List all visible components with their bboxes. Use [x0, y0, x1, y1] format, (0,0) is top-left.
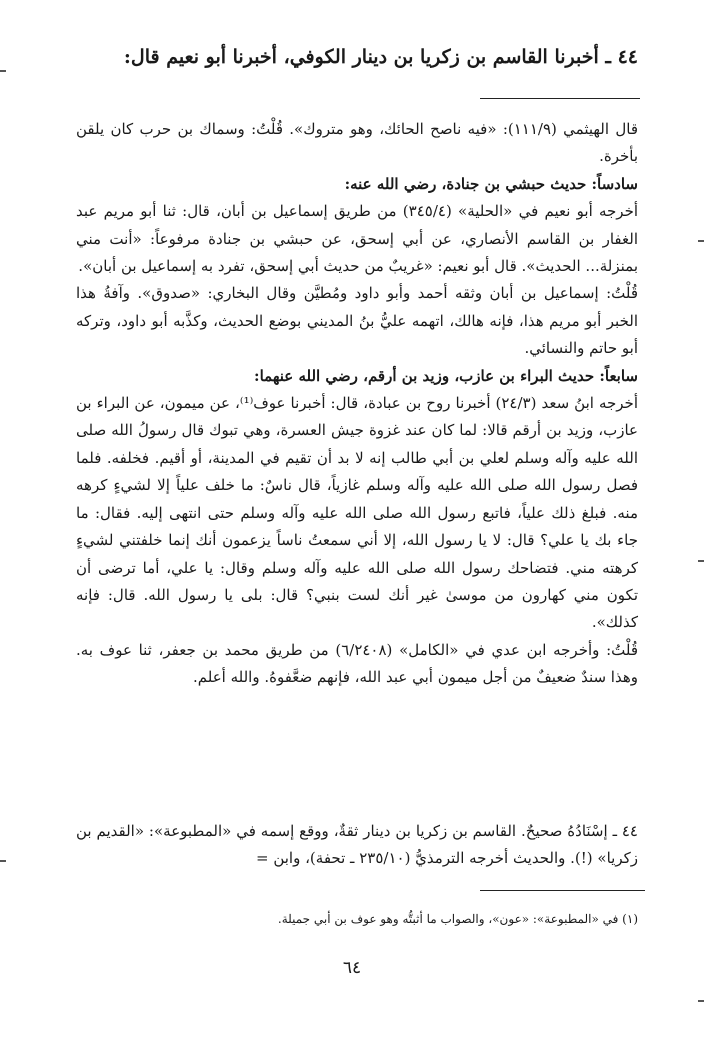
paragraph: قُلْتُ: وأخرجه ابن عدي في «الكامل» (٦/٢٤٠٨) من طريق محمد بن جعفر، ثنا عوف به. وهذا سندٌ ضعيفٌ من أجل ميمون أبي عبد الله، فإنهم ضعَّفوهُ. والله أعلم.	[76, 640, 638, 687]
paragraph: قُلْتُ: إسماعيل بن أبان وثقه أحمد وأبو داود ومُطيَّن وقال البخاري: «صدوق». وآفةُ هذا الخبر أبو مريم هذا، فإنه هالك، اتهمه عليُّ بنُ المديني بوضع الحديث، وكذَّبه أبو داود، وتركه أبو حاتم والنسائي.	[76, 284, 638, 358]
running-head: ٤٤ ـ أخبرنا القاسم بن زكريا بن دينار الكوفي، أخبرنا أبو نعيم قال:	[123, 46, 638, 68]
paragraph: أخرجه ابنُ سعد (٢٤/٣) أخبرنا روح بن عبادة، قال: أخبرنا عوف⁽¹⁾، عن ميمون، عن البراء بن عازب، وزيد بن أرقم قالا: لما كان عند غزوة جيش العسرة، وهي تبوك قال رسولُ الله صلى الله عليه وآله وسلم لعلي بن أبي طالب إنه لا بد أن تقيم في المدينة، أو أقيم. فخلفه. فلما فصل رسول الله صلى الله عليه وآله وسلم غازياً، قال ناسٌ: ما خلف علياً إلا لشيءٍ كرهه منه. فبلغ ذلك علياً، فاتبع رسول الله صلى الله عليه وآله وسلم حتى انتهى إليه. فقال: ما جاء بك يا علي؟ قال: لا يا رسول الله، إلا أني سمعتُ ناساً يزعمون أنك إنما خلفتني لشيءٍ كرهته مني. فتضاحك رسول الله صلى الله عليه وآله وسلم وقال: يا علي، أما ترضى أن تكون مني كهارون من موسىٰ غير أنك لست بنبي؟ قال: بلى يا رسول الله. قال: فإنه كذلك».	[76, 394, 638, 632]
footnote: (١) في «المطبوعة»: «عون»، والصواب ما أثبتُّه وهو عوف بن أبي جميلة.	[277, 912, 638, 926]
margin-mark	[698, 560, 704, 562]
note-text: ٤٤ ـ إسْنَادُهُ صحيحٌ. القاسم بن زكريا بن دينار ثقةٌ، ووقع إسمه في «المطبوعة»: «القديم بن زكريا» (!). والحديث أخرجه الترمذيُّ (٢٣٥/١٠ ـ تحفة)، وابن =	[76, 822, 638, 867]
section-heading: سادساً: حديث حبشي بن جنادة، رضي الله عنه:	[344, 174, 638, 193]
header-rule	[480, 98, 640, 99]
page-number: ٦٤	[342, 958, 362, 978]
footnote-rule	[480, 890, 645, 891]
main-text	[76, 116, 638, 692]
section-heading: سابعاً: حديث البراء بن عازب، وزيد بن أرقم، رضي الله عنهما:	[254, 366, 638, 385]
paragraph: قال الهيثمي (١١١/٩): «فيه ناصح الحائك، وهو متروك». قُلْتُ: وسماك بن حرب كان يلقن بأخرة.	[76, 120, 638, 166]
commentary-note	[76, 818, 638, 872]
margin-mark	[698, 1000, 704, 1002]
margin-mark	[0, 70, 6, 72]
margin-mark	[698, 240, 704, 242]
margin-mark	[0, 860, 6, 862]
paragraph: أخرجه أبو نعيم في «الحلية» (٣٤٥/٤) من طريق إسماعيل بن أبان، قال: ثنا أبو مريم عبد الغفار بن القاسم الأنصاري، عن أبي إسحق، عن حبشي بن جنادة مرفوعاً: «أنت مني بمنزلة... الحديث». قال أبو نعيم: «غريبٌ من حديث أبي إسحق، تفرد به إسماعيل بن أبان».	[76, 202, 639, 276]
